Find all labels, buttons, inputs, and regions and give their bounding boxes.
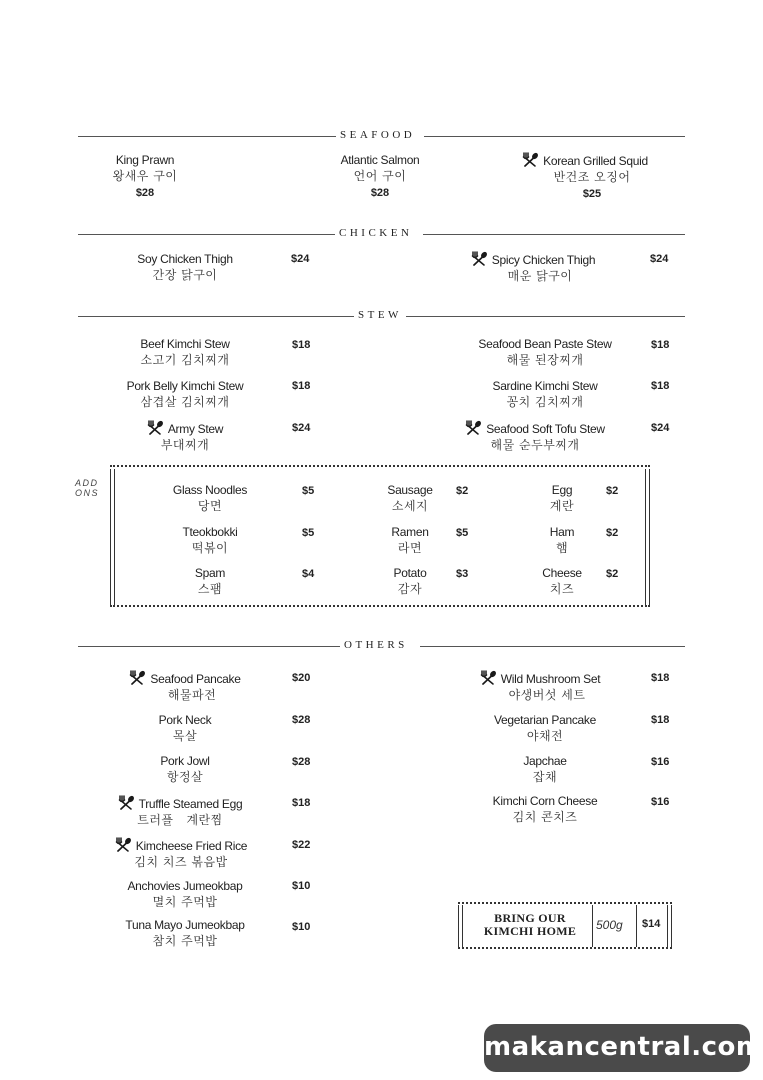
item-korean-name: 항정살 [166, 770, 204, 784]
item-name: Ramen [391, 525, 429, 539]
item-name: Army Stew [167, 422, 224, 436]
item-name: Pork Belly Kimchi Stew [126, 379, 244, 393]
item-korean-name: 매운 닭구이 [507, 269, 573, 283]
item-korean-name: 스팸 [197, 582, 223, 596]
item-name: Ham [549, 525, 575, 539]
watermark-badge [484, 1024, 763, 1072]
item-korean-name: 간장 닭구이 [152, 268, 218, 282]
addon-potato [370, 565, 450, 598]
kimchi-takeaway-label: BRING OUR KIMCHI HOME [483, 911, 577, 938]
fork-and-spoon-icon [480, 670, 497, 685]
section-title: CHICKEN [339, 227, 413, 239]
item-name: Potato [393, 566, 427, 580]
menu-item-pork-neck [135, 712, 235, 745]
addon-ham [532, 524, 592, 557]
item-name: Spicy Chicken Thigh [491, 253, 596, 267]
item-name: Pork Neck [158, 713, 212, 727]
menu-item-kimcheese-fried-rice [96, 837, 266, 871]
item-price: $2 [606, 527, 619, 539]
item-name: Kimchi Corn Cheese [492, 794, 598, 808]
item-name: Tuna Mayo Jumeokbap [125, 918, 245, 932]
menu-item-seafood-bean-paste-stew [465, 336, 625, 369]
item-price: $28 [135, 187, 155, 199]
fork-and-spoon-icon [115, 837, 132, 852]
item-name: Truffle Steamed Egg [138, 797, 243, 811]
item-price: $5 [302, 485, 315, 497]
item-korean-name: 야생버섯 세트 [508, 688, 586, 702]
item-price: $28 [370, 187, 390, 199]
item-korean-name: 김치 콘치즈 [512, 810, 578, 824]
item-name: Vegetarian Pancake [493, 713, 596, 727]
section-title: STEW [358, 309, 402, 321]
item-price: $10 [292, 880, 311, 892]
menu-item-truffle-steamed-egg [98, 795, 262, 829]
item-korean-name: 트러플 계란찜 [137, 813, 223, 827]
menu-item-king-prawn [90, 152, 200, 201]
item-name: Sardine Kimchi Stew [492, 379, 598, 393]
addon-spam [160, 565, 260, 598]
addon-egg [532, 482, 592, 515]
item-korean-name: 해물 순두부찌개 [490, 438, 580, 452]
menu-item-sardine-kimchi-stew [475, 378, 615, 411]
item-name: Wild Mushroom Set [500, 672, 601, 686]
item-name: Seafood Pancake [150, 672, 241, 686]
menu-item-japchae [495, 753, 595, 786]
fork-and-spoon-icon [522, 152, 539, 167]
item-price: $28 [292, 756, 311, 768]
section-title: OTHERS [344, 639, 408, 651]
item-korean-name: 계란 [549, 499, 575, 513]
item-name: Seafood Soft Tofu Stew [486, 422, 605, 436]
item-price: $18 [651, 380, 670, 392]
item-korean-name: 멸치 주먹밥 [152, 895, 218, 909]
menu-item-spicy-chicken-thigh [458, 251, 608, 285]
item-korean-name: 꽁치 김치찌개 [506, 395, 584, 409]
menu-item-atlantic-salmon [315, 152, 445, 201]
item-price: $22 [292, 839, 311, 851]
item-name: Anchovies Jumeokbap [127, 879, 243, 893]
addon-cheese [532, 565, 592, 598]
item-korean-name: 라면 [397, 541, 423, 555]
item-name: Kimcheese Fried Rice [135, 839, 248, 853]
addon-ramen [370, 524, 450, 557]
section-header-chicken [78, 227, 685, 241]
item-price: $25 [582, 188, 602, 200]
item-price: $2 [606, 568, 619, 580]
watermark-text: makancentral.com [484, 1032, 763, 1062]
item-name: Glass Noodles [172, 483, 248, 497]
item-price: $3 [456, 568, 469, 580]
kimchi-weight: 500g [596, 918, 623, 932]
kimchi-takeaway-box [458, 902, 672, 950]
item-korean-name: 야채전 [526, 729, 564, 743]
item-korean-name: 당면 [197, 499, 223, 513]
fork-and-spoon-icon [118, 795, 135, 810]
item-korean-name: 떡볶이 [191, 541, 229, 555]
menu-item-pork-belly-kimchi-stew [115, 378, 255, 411]
menu-item-vegetarian-pancake [475, 712, 615, 745]
item-korean-name: 삼겹살 김치찌개 [140, 395, 230, 409]
fork-and-spoon-icon [465, 420, 482, 435]
item-price: $28 [292, 714, 311, 726]
fork-and-spoon-icon [147, 420, 164, 435]
item-korean-name: 치즈 [549, 582, 575, 596]
item-name: Cheese [542, 566, 582, 580]
menu-item-soy-chicken-thigh [120, 251, 250, 284]
menu-item-kimchi-corn-cheese [475, 793, 615, 826]
section-header-stew [78, 309, 685, 323]
item-name: Pork Jowl [160, 754, 210, 768]
item-korean-name: 소세지 [391, 499, 429, 513]
item-name: Egg [551, 483, 573, 497]
item-name: Atlantic Salmon [340, 153, 420, 167]
addon-sausage [370, 482, 450, 515]
addons-label: ADD ONS [75, 478, 100, 498]
section-title: SEAFOOD [340, 129, 416, 141]
addon-glass-noodles [160, 482, 260, 515]
fork-and-spoon-icon [471, 251, 488, 266]
item-name: Seafood Bean Paste Stew [478, 337, 612, 351]
item-name: Soy Chicken Thigh [137, 252, 233, 266]
menu-item-army-stew [125, 420, 245, 454]
item-price: $24 [650, 253, 669, 265]
menu-item-korean-grilled-squid [505, 152, 665, 202]
item-price: $16 [651, 796, 670, 808]
item-name: Sausage [387, 483, 433, 497]
item-korean-name: 잡채 [532, 770, 558, 784]
item-price: $2 [606, 485, 619, 497]
item-korean-name: 햄 [555, 541, 569, 555]
item-price: $5 [302, 527, 315, 539]
item-price: $18 [292, 339, 311, 351]
item-korean-name: 부대찌개 [160, 438, 210, 452]
item-korean-name: 해물 된장찌개 [506, 353, 584, 367]
item-price: $18 [292, 797, 311, 809]
item-price: $24 [291, 253, 310, 265]
item-name: Beef Kimchi Stew [140, 337, 230, 351]
item-korean-name: 반건조 오징어 [553, 170, 631, 184]
menu-item-tuna-mayo-jumeokbap [105, 917, 265, 950]
section-header-others [78, 639, 685, 653]
item-price: $24 [651, 422, 670, 434]
item-name: Japchae [523, 754, 567, 768]
item-price: $24 [292, 422, 311, 434]
item-korean-name: 언어 구이 [353, 169, 407, 183]
item-korean-name: 감자 [397, 582, 423, 596]
fork-and-spoon-icon [129, 670, 146, 685]
item-price: $18 [651, 672, 670, 684]
addon-tteokbokki [160, 524, 260, 557]
menu-item-seafood-pancake [105, 670, 265, 704]
item-price: $2 [456, 485, 469, 497]
item-korean-name: 해물파전 [167, 688, 217, 702]
item-name: Tteokbokki [182, 525, 238, 539]
item-korean-name: 참치 주먹밥 [152, 934, 218, 948]
item-price: $18 [292, 380, 311, 392]
kimchi-price: $14 [642, 918, 661, 930]
item-name: Spam [194, 566, 226, 580]
item-price: $4 [302, 568, 315, 580]
item-price: $20 [292, 672, 311, 684]
item-korean-name: 왕새우 구이 [112, 169, 178, 183]
item-name: King Prawn [115, 153, 175, 167]
menu-item-wild-mushroom-set [460, 670, 620, 704]
menu-item-anchovies-jumeokbap [110, 878, 260, 911]
menu-item-beef-kimchi-stew [120, 336, 250, 369]
item-price: $18 [651, 339, 670, 351]
menu-item-pork-jowl [135, 753, 235, 786]
item-korean-name: 김치 치즈 볶음밥 [134, 855, 228, 869]
item-korean-name: 목살 [172, 729, 198, 743]
item-korean-name: 소고기 김치찌개 [140, 353, 230, 367]
item-price: $18 [651, 714, 670, 726]
menu-item-seafood-soft-tofu-stew [450, 420, 620, 454]
item-price: $16 [651, 756, 670, 768]
item-price: $5 [456, 527, 469, 539]
section-header-seafood [78, 129, 685, 143]
item-price: $10 [292, 921, 311, 933]
item-name: Korean Grilled Squid [543, 154, 648, 168]
